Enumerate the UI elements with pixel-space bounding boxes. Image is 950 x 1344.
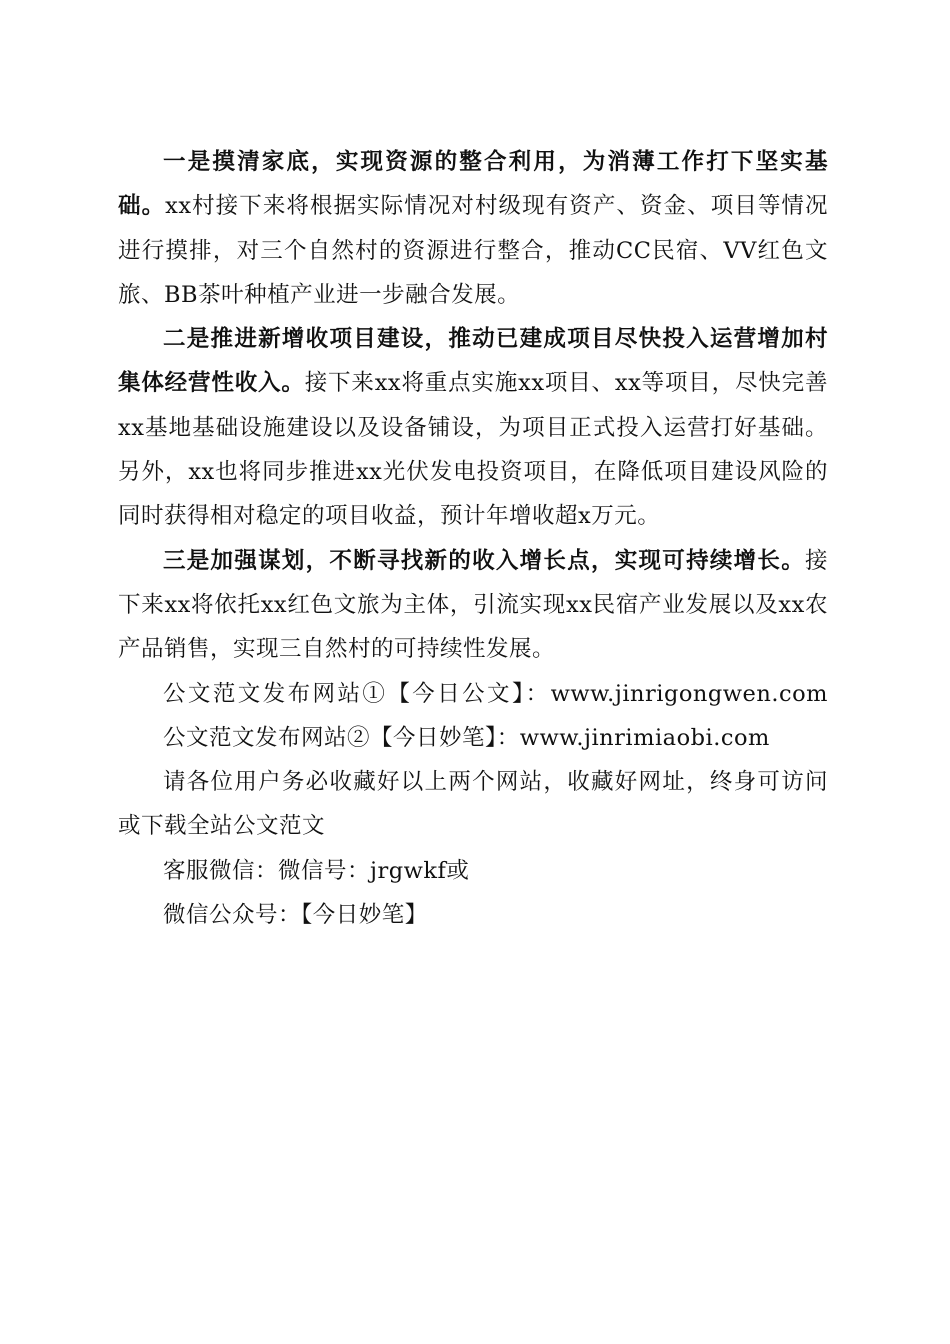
paragraph-2-body: 接下来xx将重点实施xx项目、xx等项目，尽快完善xx基地基础设施建设以及设备铺设，为项目正式投入运营打好基础。另外，xx也将同步推进xx光伏发电投资项目，在降低项目建设风险的同时获得相对稳定的项目收益，预计年增收超x万元。: [118, 370, 828, 530]
paragraph-3-body: 接下来xx将依托xx红色文旅为主体，引流实现xx民宿产业发展以及xx农产品销售，实现三自然村的可持续性发展。: [118, 547, 828, 663]
paragraph-1: [118, 140, 828, 317]
paragraph-1-lead: 一是摸清家底，实现资源的整合利用，为消薄工作打下坚实基础。: [118, 149, 828, 220]
paragraph-2-lead: 二是推进新增收项目建设，推动已建成项目尽快投入运营增加村集体经营性收入。: [118, 326, 828, 397]
website-line-2: 公文范文发布网站②【今日妙笔】：www.jinrimiaobi.com: [163, 724, 770, 751]
paragraph-3: [118, 539, 828, 672]
bookmark-notice: 请各位用户务必收藏好以上两个网站，收藏好网址，终身可访问或下载全站公文范文: [118, 769, 828, 840]
wechat-official-account: 微信公众号：【今日妙笔】: [163, 902, 428, 929]
customer-service-wechat: 客服微信：微信号：jrgwkf或: [163, 857, 470, 884]
paragraph-3-lead: 三是加强谋划，不断寻找新的收入增长点，实现可持续增长。: [163, 547, 805, 574]
paragraph-2: [118, 317, 828, 538]
website-line-1: 公文范文发布网站①【今日公文】：www.jinrigongwen.com: [163, 680, 828, 707]
paragraph-1-body: xx村接下来将根据实际情况对村级现有资产、资金、项目等情况进行摸排，对三个自然村的资源进行整合，推动CC民宿、VV红色文旅、BB茶叶种植产业进一步融合发展。: [118, 193, 828, 308]
document-page: [118, 140, 828, 937]
